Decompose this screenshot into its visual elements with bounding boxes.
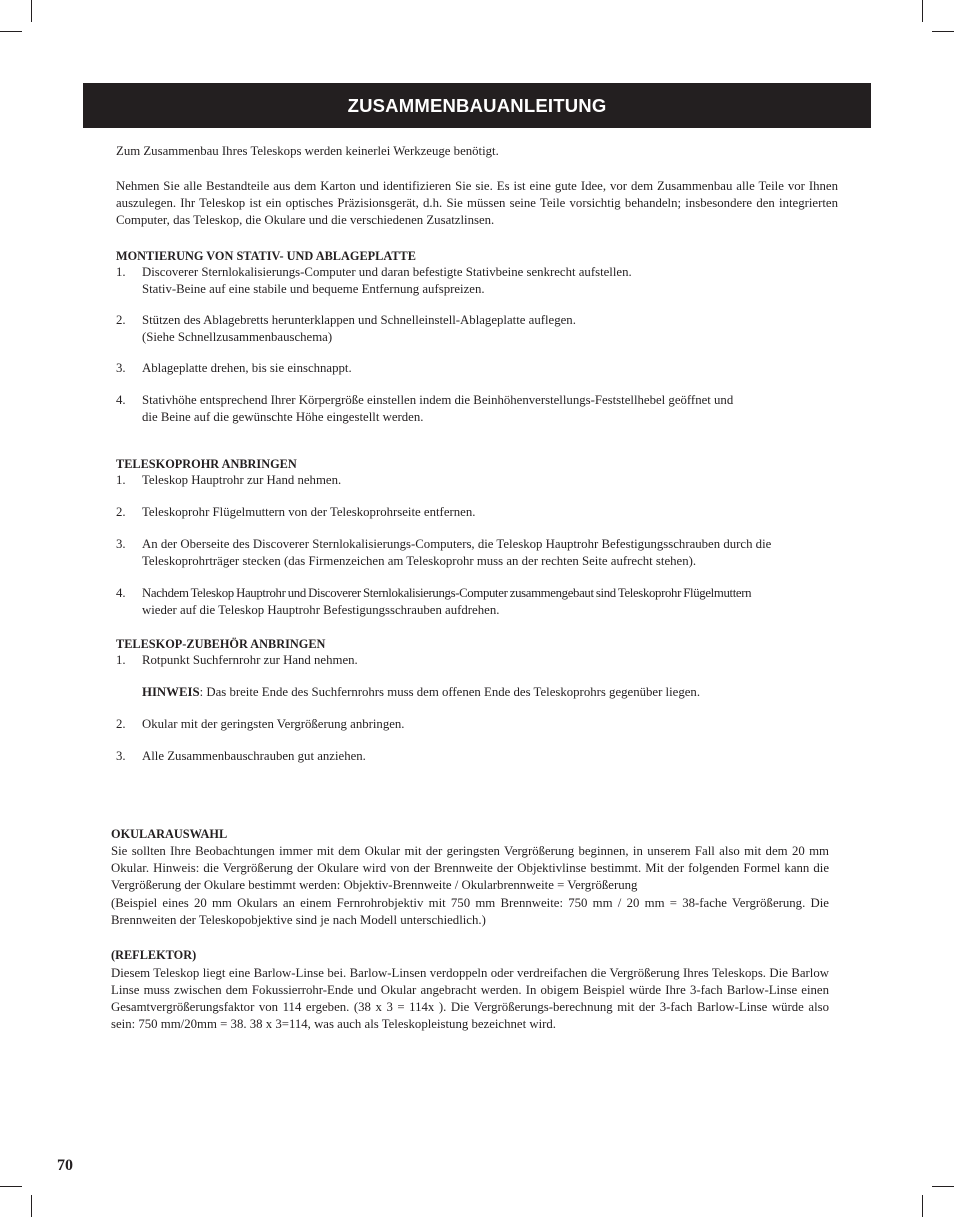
list-number: 2. — [116, 717, 126, 731]
body-paragraph: Sie sollten Ihre Beobachtungen immer mit dem Okular mit der geringsten Vergrößerung beginnen, in unserem Fall also mit dem 20 mm Okular. Hinweis: die Vergrößerung der Okulare wird von der Brennweite der Objektivlinse bestimmt. Mit der folgenden Formel kann die Vergrößerung der Okulare bestimmt werden: Objektiv-Brennweite / Okularbrennweite = Vergrößerung — [111, 844, 829, 892]
crop-mark — [932, 1186, 954, 1187]
crop-mark — [31, 1195, 32, 1217]
list-number: 4. — [116, 393, 126, 407]
crop-mark — [31, 0, 32, 22]
page-number: 70 — [57, 1157, 73, 1174]
list-item — [142, 748, 842, 765]
page-title: ZUSAMMENBAUANLEITUNG — [347, 94, 607, 116]
list-item-text: An der Oberseite des Discoverer Sternlokalisierungs-Computers, die Teleskop Hauptrohr Befestigungsschrauben durch die — [142, 537, 772, 551]
list-item-text: Alle Zusammenbauschrauben gut anziehen. — [142, 749, 366, 763]
list-item-text: Stativ-Beine auf eine stabile und bequeme Entfernung aufspreizen. — [142, 282, 485, 296]
section-heading: TELESKOPROHR ANBRINGEN — [116, 457, 297, 471]
list-item-text: Ablageplatte drehen, bis sie einschnappt. — [142, 361, 352, 375]
crop-mark — [922, 1195, 923, 1217]
list-item — [142, 652, 842, 669]
list-number: 3. — [116, 749, 126, 763]
list-item-text: Okular mit der geringsten Vergrößerung anbringen. — [142, 717, 405, 731]
list-item — [142, 264, 842, 298]
list-number: 1. — [116, 265, 126, 279]
section-heading: (REFLEKTOR) — [111, 948, 197, 962]
note-text: : Das breite Ende des Suchfernrohrs muss dem offenen Ende des Teleskoprohrs gegenüber liegen. — [199, 685, 701, 699]
list-item-text: (Siehe Schnellzusammenbauschema) — [142, 330, 333, 344]
list-item-text: Stützen des Ablagebretts herunterklappen und Schnelleinstell-Ablageplatte auflegen. — [142, 313, 576, 327]
list-item-text: Teleskoprohr Flügelmuttern von der Teleskoprohrseite entfernen. — [142, 505, 476, 519]
list-item — [142, 585, 842, 619]
list-item — [142, 536, 842, 570]
list-item-text: wieder auf die Teleskop Hauptrohr Befestigungsschrauben aufdrehen. — [142, 603, 500, 617]
list-item — [142, 312, 842, 346]
list-item — [142, 360, 842, 377]
section-heading: OKULARAUSWAHL — [111, 827, 228, 841]
section-banner — [83, 83, 871, 128]
list-item-text: die Beine auf die gewünschte Höhe eingestellt werden. — [142, 410, 424, 424]
list-number: 4. — [116, 586, 126, 600]
section-heading: MONTIERUNG VON STATIV- UND ABLAGEPLATTE — [116, 249, 416, 263]
body-paragraph: (Beispiel eines 20 mm Okulars an einem Fernrohrobjektiv mit 750 mm Brennweite: 750 mm / 20 mm = 38-fache Vergrößerung. Die Brennweiten der Teleskopobjektive sind je nach Modell unterschiedlich.) — [111, 896, 829, 927]
list-number: 2. — [116, 313, 126, 327]
list-item-text: Rotpunkt Suchfernrohr zur Hand nehmen. — [142, 653, 358, 667]
note-label: HINWEIS — [142, 685, 200, 699]
section-heading: TELESKOP-ZUBEHÖR ANBRINGEN — [116, 637, 326, 651]
list-item-text: Teleskop Hauptrohr zur Hand nehmen. — [142, 473, 342, 487]
intro-paragraph: Nehmen Sie alle Bestandteile aus dem Karton und identifizieren Sie sie. Es ist eine gute Idee, vor dem Zusammenbau alle Teile vor Ihnen auszulegen. Ihr Teleskop ist ein optisches Präzisionsgerät, d.h. Sie müssen seine Teile vorsichtig behandeln; insbesondere den integrierten Computer, das Teleskop, die Okulare und die verschiedenen Zusatzlinsen. — [116, 179, 838, 227]
list-item — [142, 392, 842, 426]
crop-mark — [932, 31, 954, 32]
list-item — [142, 716, 842, 733]
list-item-text: Teleskoprohrträger stecken (das Firmenzeichen am Teleskoprohr muss an der rechten Seite aufrecht stehen). — [142, 554, 697, 568]
intro-paragraph: Zum Zusammenbau Ihres Teleskops werden keinerlei Werkzeuge benötigt. — [116, 144, 499, 158]
body-paragraph: Diesem Teleskop liegt eine Barlow-Linse bei. Barlow-Linsen verdoppeln oder verdreifachen die Vergrößerung Ihres Teleskops. Die Barlow Linse muss zwischen dem Fokussierrohr-Ende und Okular angebracht werden. In obigem Beispiel würde Ihre 3-fach Barlow-Linse einen Gesamtvergrößerungsfaktor von 114 ergeben. (38 x 3 = 114x ). Die Vergrößerungs-berechnung mit der 3-fach Barlow-Linse würde also sein: 750 mm/20mm = 38. 38 x 3=114, was auch als Teleskopleistung bezeichnet wird. — [111, 966, 829, 1031]
list-number: 3. — [116, 361, 126, 375]
crop-mark — [0, 31, 22, 32]
crop-mark — [922, 0, 923, 22]
list-number: 1. — [116, 653, 126, 667]
list-number: 1. — [116, 473, 126, 487]
list-item-text: Discoverer Sternlokalisierungs-Computer und daran befestigte Stativbeine senkrecht aufstellen. — [142, 265, 632, 279]
crop-mark — [0, 1186, 22, 1187]
list-item-text: Nachdem Teleskop Hauptrohr und Discoverer Sternlokalisierungs-Computer zusammengebaut sind Teleskoprohr Flügelmuttern — [142, 586, 752, 600]
list-item-text: Stativhöhe entsprechend Ihrer Körpergröße einstellen indem die Beinhöhenverstellungs-Feststellhebel geöffnet und — [142, 393, 734, 407]
list-item — [142, 504, 842, 521]
list-number: 2. — [116, 505, 126, 519]
note — [142, 684, 842, 701]
list-item — [142, 472, 842, 489]
list-number: 3. — [116, 537, 126, 551]
